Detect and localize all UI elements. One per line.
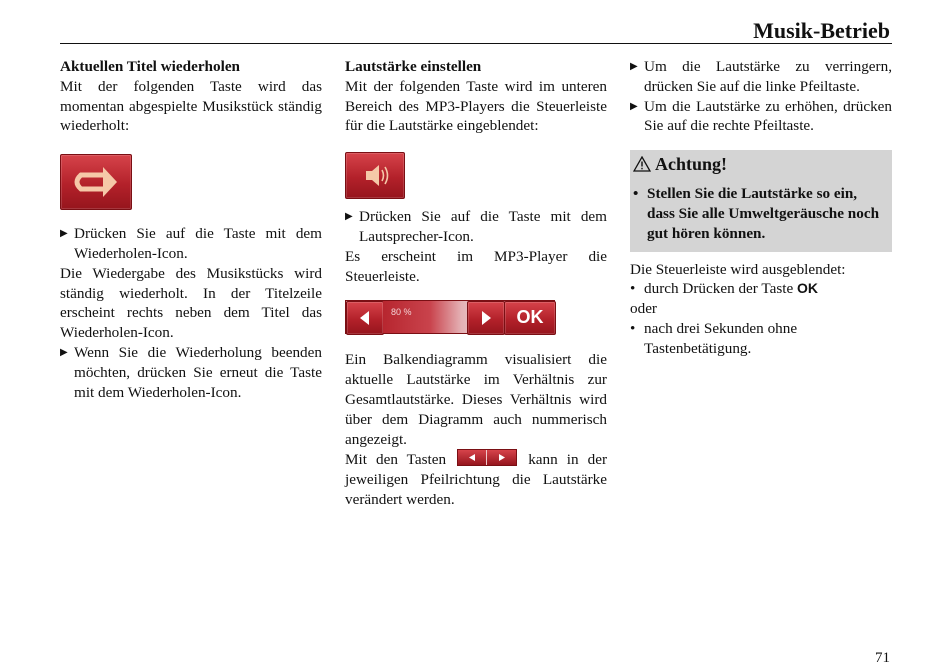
step-bullet-icon: ▶ [345, 211, 353, 223]
header-rule [60, 43, 892, 44]
step-bullet-icon: ▶ [60, 346, 68, 358]
arrow-left-icon [347, 302, 383, 334]
hide-intro: Die Steuerleiste wird ausgeblendet: [630, 260, 846, 278]
column-volume-cont [630, 57, 892, 359]
bullet-dot: • [630, 319, 636, 337]
warning-title: Achtung! [633, 152, 886, 176]
oder-text: oder [630, 300, 657, 318]
section-heading-volume: Lautstärke einstellen [345, 58, 482, 75]
volume-right-button [467, 301, 505, 335]
warning-triangle-icon [633, 156, 651, 172]
arrow-keys-divider [486, 450, 487, 465]
arrow-right-icon [468, 302, 504, 334]
bullet-dot: • [630, 280, 636, 298]
step-bullet-icon: ▶ [630, 61, 638, 72]
hide-bullet-2: • nach drei Sekunden ohne Tastenbetätigung. [630, 319, 798, 357]
arrow-keys-image [457, 449, 517, 466]
step-bullet-icon: ▶ [630, 100, 638, 112]
speaker-icon [346, 153, 404, 198]
volume-body-1: Es erscheint im MP3-Player die Steuerleiste. [345, 247, 607, 285]
volume-body-2: Ein Balkendiagramm visualisiert die aktuelle Lautstärke im Verhältnis zur Gesamtlautstärke. Dieses Verhältnis wird über dem Diagramm auch nummerisch angezeigt. [345, 351, 607, 448]
step-bullet-icon: ▶ [60, 228, 68, 240]
warning-text: • Stellen Sie die Lautstärke so ein, dass Sie alle Umweltgeräusche noch gut hören können. [633, 185, 880, 242]
volume-step-1: ▶ Drücken Sie auf die Taste mit dem Lautsprecher-Icon. [345, 208, 607, 245]
repeat-body: Die Wiedergabe des Musikstücks wird ständig wiederholt. In der Titelzeile erscheint rechts neben dem Titel das Wiederholen-Icon. [60, 264, 322, 342]
ok-key-label: OK [797, 280, 819, 297]
repeat-intro: Mit der folgenden Taste wird das momentan abgespielte Musikstück ständig wiederholt: [60, 77, 322, 135]
volume-step-decrease: ▶ Um die Lautstärke zu verringern, drücken Sie auf die linke Pfeiltaste. [630, 58, 892, 95]
arrow-left-icon [458, 450, 486, 465]
bullet-dot: • [633, 185, 639, 203]
hide-bullet-1: • durch Drücken der Taste OK [630, 280, 819, 298]
repeat-button-image [60, 154, 132, 210]
repeat-step-1: ▶ Drücken Sie auf die Taste mit dem Wiederholen-Icon. [60, 225, 322, 262]
volume-control-bar [345, 300, 555, 334]
volume-intro: Mit der folgenden Taste wird im unteren Bereich des MP3-Players die Steuerleiste für die Lautstärke eingeblendet: [345, 77, 607, 135]
page-number: 71 [875, 650, 890, 666]
repeat-step-2: ▶ Wenn Sie die Wiederholung beenden möchten, drücken Sie erneut die Taste mit dem Wiederholen-Icon. [60, 343, 322, 401]
volume-left-button [346, 301, 384, 335]
volume-step-increase: ▶ Um die Lautstärke zu erhöhen, drücken Sie auf die rechte Pfeiltaste. [630, 97, 892, 135]
speaker-button-image [345, 152, 405, 199]
page-header-title: Musik-Betrieb [753, 18, 890, 43]
repeat-arrow-icon [61, 155, 131, 209]
column-repeat [60, 57, 322, 402]
volume-body-3: Mit den Tasten kann in der jeweiligen Pfeilrichtung die Lautstärke verändert werden. [345, 451, 608, 508]
warning-box [630, 150, 892, 251]
arrow-right-icon [488, 450, 516, 465]
volume-ok-button: OK [504, 301, 556, 335]
section-heading-repeat: Aktuellen Titel wiederholen [60, 58, 241, 75]
volume-percent-label: 80 % [391, 307, 412, 318]
column-volume [345, 57, 607, 510]
